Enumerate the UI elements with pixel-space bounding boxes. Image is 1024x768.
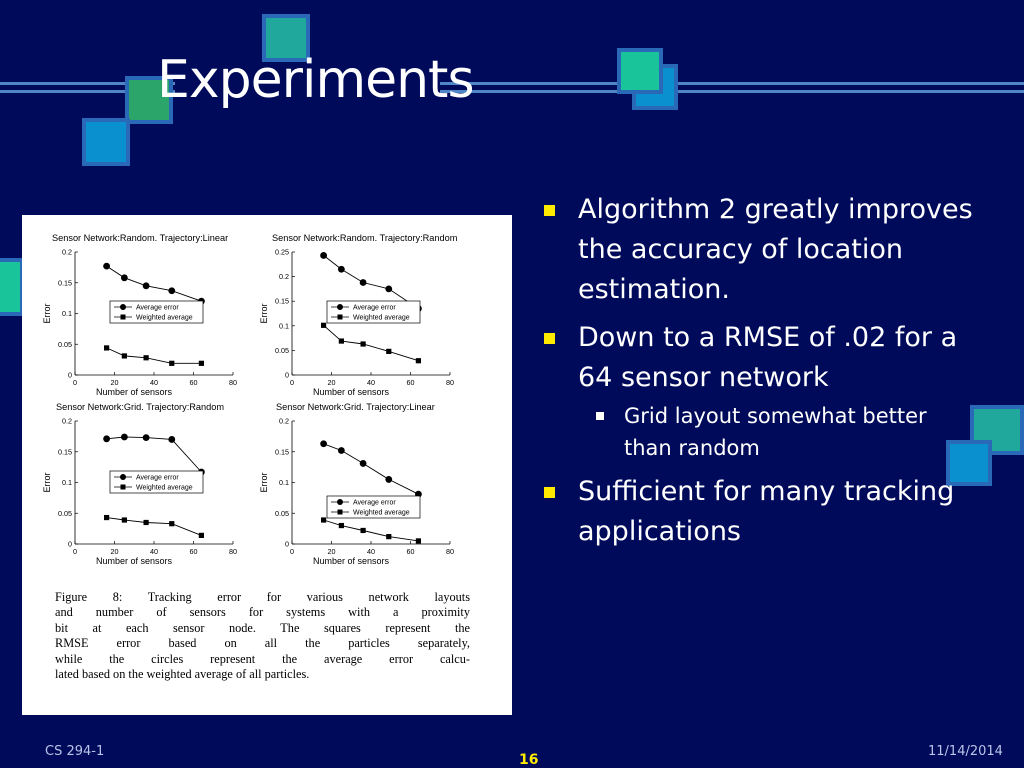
legend-label: Weighted average [353,509,410,517]
x-tick-label: 80 [229,547,237,556]
legend-label: Average error [353,499,396,507]
series-line [107,437,202,472]
x-tick-label: 40 [150,378,158,387]
x-tick-label: 20 [110,378,119,387]
legend-marker-circle [120,304,126,310]
x-axis-label: Number of sensors [95,556,173,566]
x-tick-label: 80 [229,378,237,387]
x-tick-label: 20 [327,547,336,556]
x-tick-label: 60 [406,547,415,556]
y-tick-label: 0.2 [62,247,72,257]
bullet-text: Down to a RMSE of .02 for a 64 sensor network [578,322,958,393]
series-line [324,520,419,541]
y-tick-label: 0.05 [58,339,72,349]
data-point-circle [320,440,327,447]
y-tick-label: 0.1 [279,478,289,487]
data-point-square [104,345,109,350]
caption-line: and number of sensors for systems with a proximity [55,605,470,620]
legend-marker-square [338,510,343,515]
x-tick-label: 60 [189,378,198,387]
data-point-circle [103,263,110,270]
series-line [324,325,419,360]
bullet-text: Sufficient for many tracking applications [578,476,955,547]
x-tick-label: 20 [327,378,336,387]
data-point-square [169,521,174,526]
y-tick-label: 0.15 [58,278,72,288]
bullet-square-icon [544,333,555,344]
deco-line-top-right [440,82,1024,85]
series-line [324,444,419,494]
x-tick-label: 0 [290,547,294,556]
data-point-circle [121,274,128,281]
x-tick-label: 0 [73,547,77,556]
x-tick-label: 40 [367,547,375,556]
bullet-square-icon [544,205,555,216]
chart-title: Sensor Network:Grid. Trajectory:Random [56,402,224,412]
data-point-square [122,517,127,522]
figure-caption [55,590,470,682]
x-tick-label: 0 [73,378,77,387]
x-axis-label: Number of sensors [312,556,390,566]
deco-line-top-right-2 [440,90,1024,93]
x-axis-label: Number of sensors [312,387,390,397]
legend-label: Weighted average [353,314,410,322]
legend-marker-square [121,485,126,490]
y-tick-label: 0.25 [275,247,289,257]
bullet-item [540,472,980,552]
data-point-square [321,323,326,328]
legend-marker-square [121,315,126,320]
y-tick-label: 0.2 [279,416,289,426]
data-point-circle [385,476,392,483]
footer-left: CS 294-1 [45,744,105,759]
y-tick-label: 0.15 [275,296,289,306]
data-point-circle [103,435,110,442]
caption-line: RMSE error based on all the particles separately, [55,636,470,651]
caption-line: while the circles represent the average error calcu- [55,651,470,666]
bullet-list [540,190,980,560]
data-point-square [386,534,391,539]
bullet-square-icon [544,487,555,498]
x-axis-label: Number of sensors [95,387,173,397]
y-tick-label: 0.15 [275,447,289,457]
deco-square-green-topright [617,48,663,94]
legend-label: Average error [136,474,179,482]
deco-square-blue-title [82,118,130,166]
caption-line: bit at each sensor node. The squares represent the [55,620,470,635]
y-tick-label: 0 [285,539,289,549]
bullet-text: Algorithm 2 greatly improves the accuracy of location estimation. [578,194,973,305]
data-point-circle [360,279,367,286]
data-point-square [361,341,366,346]
data-point-circle [338,266,345,273]
y-tick-label: 0.1 [279,321,289,331]
deco-square-green-left [0,258,24,316]
data-point-square [386,349,391,354]
data-point-circle [168,436,175,443]
bullet-item [540,190,980,310]
data-point-circle [121,434,128,441]
slide-title: Experiments [157,50,474,110]
data-point-circle [385,286,392,293]
legend-label: Weighted average [136,314,193,322]
y-tick-label: 0.05 [275,345,289,355]
data-point-square [122,353,127,358]
y-tick-label: 0.15 [58,447,72,457]
data-point-circle [143,282,150,289]
y-tick-label: 0.2 [279,272,289,282]
legend-label: Average error [136,304,179,312]
data-point-square [321,517,326,522]
y-axis-label: Error [42,472,52,493]
data-point-square [361,528,366,533]
data-point-circle [360,460,367,467]
data-point-square [199,361,204,366]
page-number: 16 [519,752,539,768]
y-tick-label: 0.1 [62,309,72,318]
caption-line: lated based on the weighted average of all particles. [55,667,310,682]
sub-bullet-square-icon [596,412,604,420]
data-point-square [339,523,344,528]
y-axis-label: Error [259,472,269,493]
x-tick-label: 80 [446,378,454,387]
data-point-circle [168,287,175,294]
y-tick-label: 0 [285,370,289,380]
footer-date: 11/14/2014 [928,744,1003,759]
x-tick-label: 60 [406,378,415,387]
caption-line: Figure 8: Tracking error for various network layouts [55,590,470,604]
x-tick-label: 0 [290,378,294,387]
y-axis-label: Error [259,303,269,324]
x-tick-label: 60 [189,547,198,556]
y-tick-label: 0.05 [58,508,72,518]
data-point-circle [338,447,345,454]
legend-label: Average error [353,304,396,312]
y-tick-label: 0.2 [62,416,72,426]
x-tick-label: 20 [110,547,119,556]
sub-bullet-item [586,400,980,464]
data-point-square [169,361,174,366]
data-point-square [416,538,421,543]
charts-svg [22,215,512,590]
data-point-circle [320,252,327,259]
data-point-square [144,520,149,525]
chart-title: Sensor Network:Grid. Trajectory:Linear [276,402,435,412]
chart-title: Sensor Network:Random. Trajectory:Random [272,233,458,243]
sub-bullet-text: Grid layout somewhat better than random [624,404,927,460]
series-line [107,348,202,363]
series-line [107,518,202,536]
data-point-square [104,515,109,520]
legend-marker-square [338,315,343,320]
y-axis-label: Error [42,303,52,324]
data-point-square [416,358,421,363]
chart-title: Sensor Network:Random. Trajectory:Linear [52,233,229,243]
data-point-circle [143,434,150,441]
legend-marker-circle [120,474,126,480]
data-point-square [339,338,344,343]
x-tick-label: 40 [150,547,158,556]
y-tick-label: 0.05 [275,508,289,518]
legend-label: Weighted average [136,484,193,492]
y-tick-label: 0 [68,370,72,380]
x-tick-label: 40 [367,378,375,387]
bullet-item [540,318,980,398]
x-tick-label: 80 [446,547,454,556]
series-line [324,255,419,308]
series-line [107,266,202,301]
data-point-square [199,533,204,538]
legend-marker-circle [337,304,343,310]
data-point-square [144,355,149,360]
y-tick-label: 0.1 [62,478,72,487]
figure-panel [22,215,512,715]
legend-marker-circle [337,499,343,505]
y-tick-label: 0 [68,539,72,549]
